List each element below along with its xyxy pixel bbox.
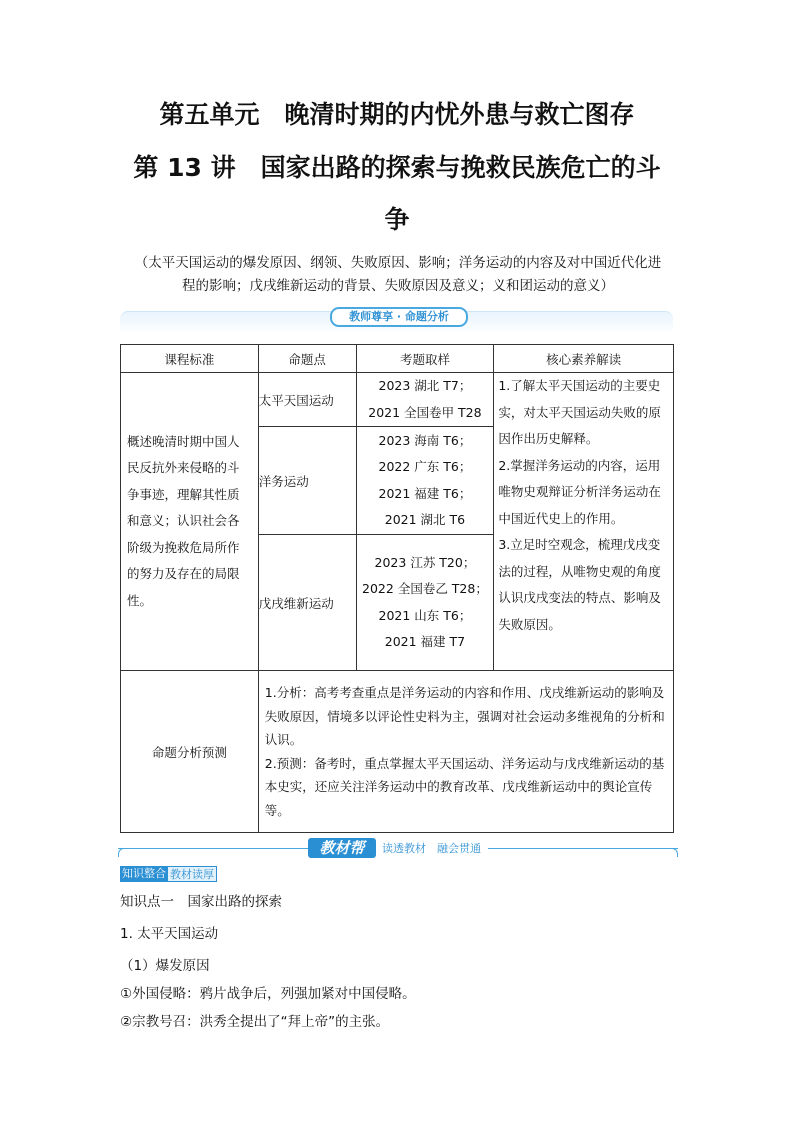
lesson-title-continued: 争 [384, 205, 410, 234]
textbook-tag: 教材帮 [308, 838, 376, 858]
core-literacy [494, 373, 674, 671]
table-header-row [121, 345, 674, 373]
lesson-scope-line2: 程的影响；戊戌维新运动的背景、失败原因及意义；义和团运动的意义） [182, 278, 614, 294]
header-core: 核心素养解读 [494, 345, 674, 373]
prediction-item: 2.预测：备考时，重点掌握太平天国运动、洋务运动与戊戌维新运动的基本史实，还应关注洋务运动中的教育改革、戊戌维新运动中的舆论宣传等。 [264, 755, 665, 818]
sample: 2022 广东 T6； [378, 459, 472, 474]
topic-wuxu: 戊戌维新运动 [258, 535, 356, 671]
body-point: ②宗教号召：洪秀全提出了“拜上帝”的主张。 [120, 1014, 390, 1030]
sample: 2021 山东 T6； [378, 607, 472, 623]
band-cap-right [669, 848, 678, 857]
sample: 2021 湖北 T6 [384, 512, 466, 527]
topic-yangwu: 洋务运动 [258, 427, 356, 535]
teacher-banner [120, 307, 673, 337]
sample: 2022 全国卷乙 T28； [362, 581, 488, 596]
table-row [121, 373, 674, 427]
prediction-row [121, 671, 674, 833]
samples-wuxu [356, 535, 494, 671]
band-badge [308, 838, 488, 858]
sample: 2021 全国卷甲 T28 [368, 404, 482, 420]
band-cap-left [118, 848, 127, 857]
unit-title: 第五单元 晚清时期的内忧外患与救亡图存 [159, 100, 635, 129]
core-item: 2.掌握洋务运动的内容，运用唯物史观辩证分析洋务运动在中国近代史上的作用。 [498, 457, 661, 526]
header-topic: 命题点 [258, 345, 356, 373]
lesson-scope-line1: （太平天国运动的爆发原因、纲领、失败原因、影响；洋务运动的内容及对中国近代化进 [134, 255, 662, 271]
banner-pill: 教师尊享 · 命题分析 [330, 307, 468, 327]
samples-taiping [356, 373, 494, 427]
sample: 2023 湖北 T7； [378, 378, 472, 393]
prediction-label: 命题分析预测 [121, 671, 259, 833]
sample: 2023 海南 T6； [378, 432, 472, 448]
header-sample: 考题取样 [356, 345, 494, 373]
prediction-item: 1.分析：高考考查重点是洋务运动的内容和作用、戊戌维新运动的影响及失败原因，情境多以评论性史料为主，强调对社会运动多维视角的分析和认识。 [264, 685, 665, 747]
course-standard: 概述晚清时期中国人民反抗外来侵略的斗争事迹，理解其性质和意义；认识社会各阶级为挽救危局所作的努力及存在的局限性。 [121, 373, 259, 671]
lesson-scope [118, 252, 678, 298]
core-item: 3.立足时空观念，梳理戊戌变法的过程，从唯物史观的角度认识戊戌变法的特点、影响及失败原因。 [498, 537, 661, 632]
body-point: ①外国侵略：鸦片战争后，列强加紧对中国侵略。 [120, 986, 416, 1002]
knowledge-heading: 知识点一 国家出路的探索 [120, 894, 282, 910]
textbook-section-band [118, 836, 678, 862]
lesson-title: 第 13 讲 国家出路的探索与挽救民族危亡的斗 [133, 153, 661, 182]
section-labels [120, 866, 217, 882]
item-subheading: （1）爆发原因 [120, 958, 210, 974]
core-item: 1.了解太平天国运动的主要史实，对太平天国运动失败的原因作出历史解释。 [498, 378, 661, 446]
header-standard: 课程标准 [121, 345, 259, 373]
label-knowledge: 知识整合 [122, 867, 166, 880]
sample: 2023 江苏 T20； [374, 554, 476, 570]
sample: 2021 福建 T6； [378, 485, 472, 501]
prediction-content [258, 671, 673, 833]
textbook-slogan: 读透教材 融会贯通 [382, 842, 481, 855]
topic-taiping: 太平天国运动 [258, 373, 356, 427]
label-textbook: 教材读厚 [168, 866, 217, 882]
analysis-table [120, 344, 674, 833]
samples-yangwu [356, 427, 494, 535]
sample: 2021 福建 T7 [384, 634, 466, 649]
item-heading: 1. 太平天国运动 [120, 926, 219, 942]
